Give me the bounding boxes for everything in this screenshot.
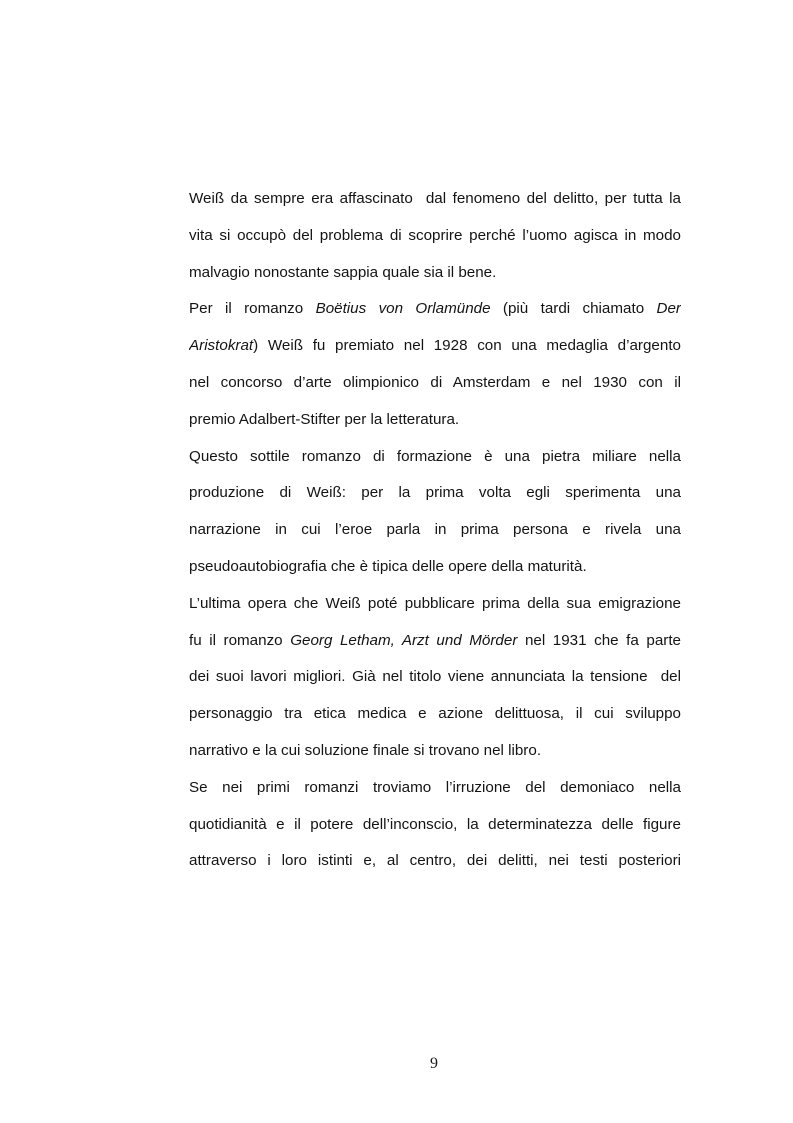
italic-title-text: Georg Letham, Arzt und Mörder	[290, 631, 518, 649]
text-run: Questo sottile romanzo di formazione è una pietra miliare nella	[189, 447, 681, 465]
text-run: attraverso i loro istinti e, al centro, dei delitti, nei testi posteriori	[189, 852, 681, 870]
text-run: nel concorso d’arte olimpionico di Amsterdam e nel 1930 con il	[189, 373, 681, 391]
text-run: narrativo e la cui soluzione finale si trovano nel libro.	[189, 741, 542, 759]
text-run: Per il romanzo	[189, 300, 316, 318]
text-line	[189, 368, 681, 405]
text-line	[189, 442, 681, 479]
text-run: produzione di Weiß: per la prima volta egli sperimenta una	[189, 484, 681, 502]
text-line	[189, 184, 681, 221]
text-run: narrazione in cui l’eroe parla in prima persona e rivela una	[189, 521, 681, 539]
text-line	[189, 552, 681, 589]
text-line	[189, 478, 681, 515]
text-run: vita si occupò del problema di scoprire perché l’uomo agisca in modo	[189, 226, 681, 244]
text-run: (più tardi chiamato	[490, 300, 657, 318]
text-run: nel 1931 che fa parte	[517, 631, 681, 649]
text-line	[189, 846, 681, 883]
text-run: Se nei primi romanzi troviamo l’irruzione del demoniaco nella	[189, 778, 681, 796]
text-run: premio Adalbert-Stifter per la letteratura.	[189, 410, 460, 428]
text-run: dei suoi lavori migliori. Già nel titolo viene annunciata la tensione del	[189, 668, 681, 686]
text-run: L’ultima opera che Weiß poté pubblicare prima della sua emigrazione	[189, 594, 681, 612]
text-run: fu il romanzo	[189, 631, 291, 649]
text-line	[189, 331, 681, 368]
text-run: Weiß da sempre era affascinato dal fenomeno del delitto, per tutta la	[189, 190, 681, 207]
italic-title-text: Aristokrat	[189, 337, 254, 355]
text-run: pseudoautobiografia che è tipica delle opere della maturità.	[189, 557, 587, 575]
italic-title-text: Der	[656, 300, 681, 318]
text-run: malvagio nonostante sappia quale sia il bene.	[189, 263, 497, 281]
text-line	[189, 662, 681, 699]
text-run: quotidianità e il potere dell’inconscio, la determinatezza delle figure	[189, 815, 681, 833]
text-line	[189, 405, 681, 442]
text-run: ) Weiß fu premiato nel 1928 con una medaglia d’argento	[253, 337, 681, 355]
italic-title-text: Boëtius von Orlamünde	[315, 300, 491, 318]
text-line	[189, 810, 681, 847]
text-line	[189, 626, 681, 663]
text-line	[189, 515, 681, 552]
text-run: personaggio tra etica medica e azione delittuosa, il cui sviluppo	[189, 705, 681, 723]
text-line	[189, 258, 681, 295]
text-line	[189, 773, 681, 810]
text-line	[189, 699, 681, 736]
page-number: 9	[430, 1055, 438, 1072]
text-line	[189, 294, 681, 331]
body-text	[189, 184, 681, 883]
text-line	[189, 736, 681, 773]
text-line	[189, 589, 681, 626]
text-line	[189, 221, 681, 258]
